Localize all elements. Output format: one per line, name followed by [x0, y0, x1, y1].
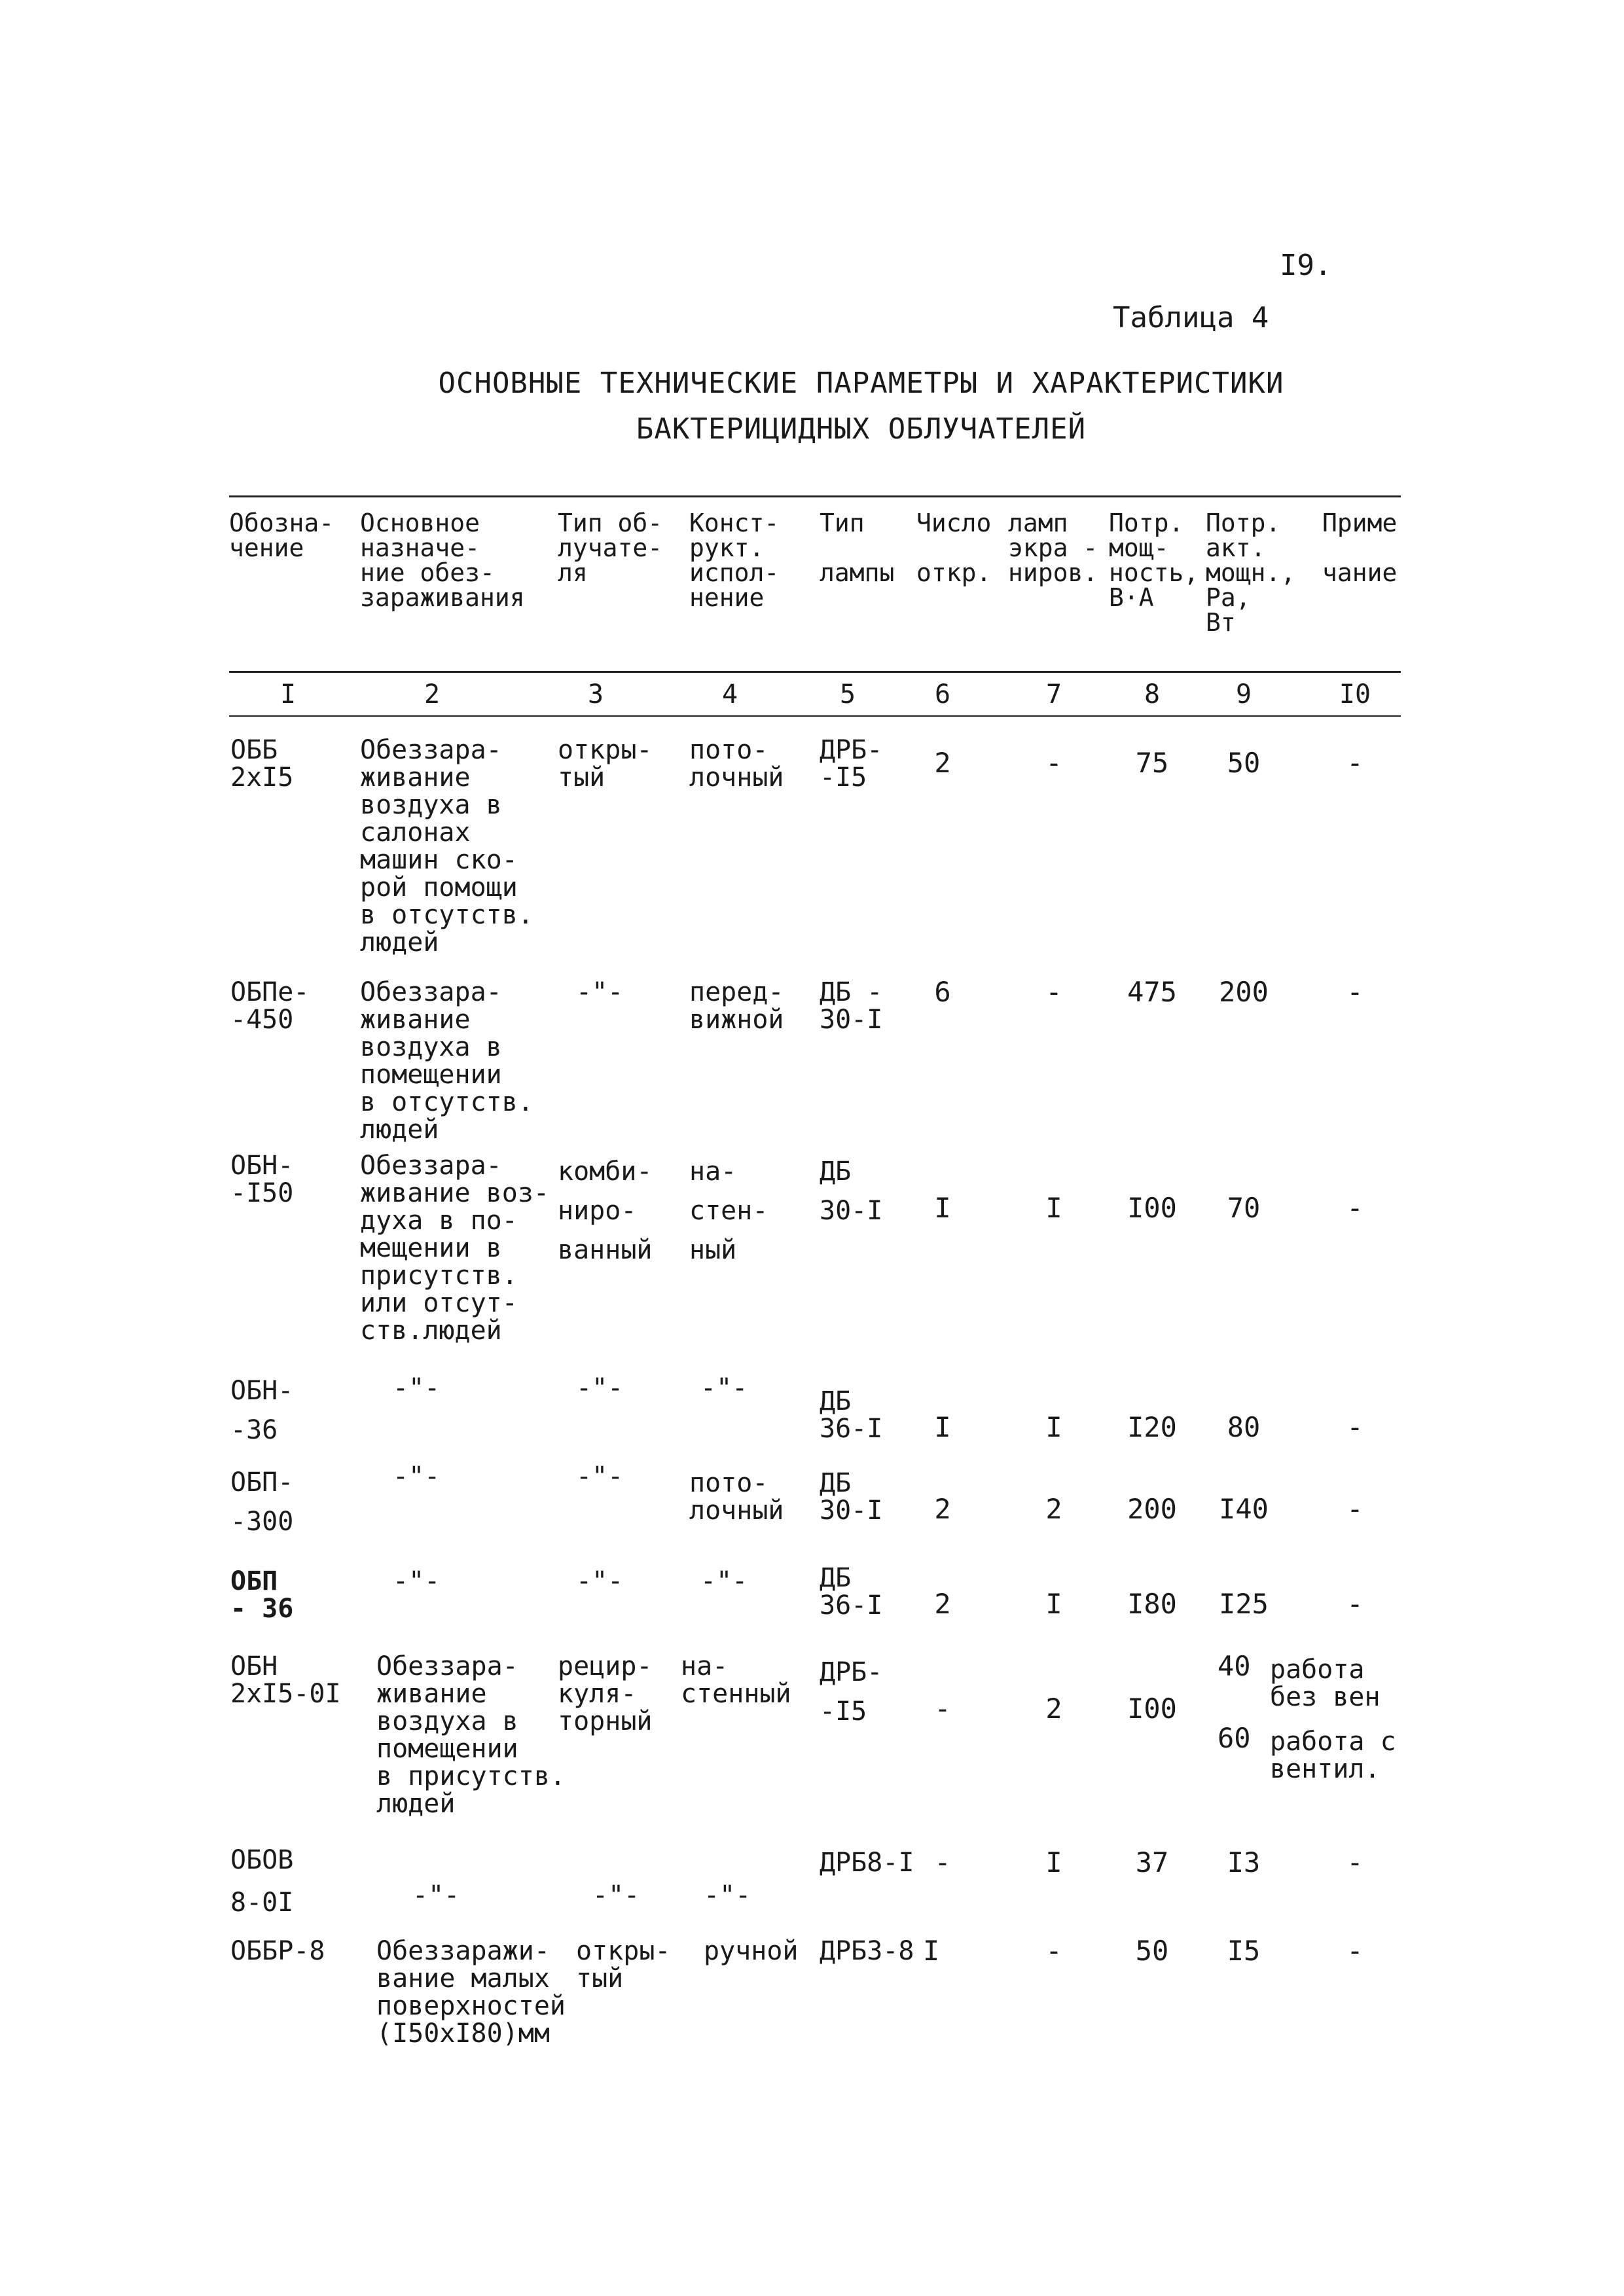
- cell-type: рецир- куля- торный: [558, 1651, 653, 1736]
- cell-purpose: Обеззара- живание воздуха в помещении в присутств. людей: [376, 1651, 566, 1819]
- cell-lamp: ДРБ- -I5: [820, 1657, 883, 1727]
- cell-purpose: -"-: [393, 1462, 441, 1492]
- cell-purpose: -"-: [393, 1566, 441, 1596]
- table-title-line2: БАКТЕРИЦИДНЫХ ОБЛУЧАТЕЛЕЙ: [636, 412, 1087, 446]
- cell-open: I: [934, 1411, 951, 1443]
- cell-note: -: [1346, 1588, 1363, 1620]
- cell-designation: ОБН- -36: [230, 1376, 294, 1445]
- cell-power: 75: [1135, 747, 1169, 779]
- cell-purpose: -"-: [393, 1373, 441, 1403]
- cell-open: I: [923, 1935, 940, 1967]
- cell-construction: на- стенный: [681, 1651, 791, 1709]
- cell-construction: пото- лочный: [689, 735, 784, 793]
- cell-note: работа с вентил.: [1270, 1727, 1396, 1784]
- cell-active-power: I40: [1219, 1493, 1269, 1525]
- page-number: I9.: [1280, 249, 1332, 282]
- cell-purpose: Обеззаражи- вание малых поверхностей (I50хI80)мм: [376, 1936, 566, 2049]
- cell-purpose: Обеззара- живание воздуха в помещении в отсутств. людей: [360, 977, 533, 1145]
- column-number: 3: [587, 679, 604, 709]
- table-label: Таблица 4: [1113, 301, 1269, 334]
- cell-lamp: ДБ 36-I: [820, 1563, 883, 1621]
- cell-type: -"-: [576, 1462, 624, 1492]
- cell-construction: -"-: [704, 1880, 751, 1910]
- header-power: Потр. мощ- ность, В·А: [1109, 509, 1199, 612]
- cell-type: откры- тый: [576, 1936, 671, 1994]
- header-lamp: Тип лампы: [820, 509, 895, 587]
- cell-screened: I: [1045, 1192, 1062, 1224]
- cell-construction: на- стен- ный: [689, 1157, 768, 1265]
- cell-construction: перед- вижной: [689, 977, 784, 1035]
- cell-note: -: [1346, 747, 1363, 779]
- cell-note: -: [1346, 976, 1363, 1008]
- cell-designation: ОБОВ 8-0I: [230, 1845, 294, 1918]
- header-construction: Конст- рукт. испол- нение: [689, 509, 780, 612]
- cell-lamp: ДБ - 30-I: [820, 977, 883, 1035]
- cell-active-power: I3: [1227, 1846, 1261, 1878]
- cell-screened: I: [1045, 1588, 1062, 1620]
- cell-open: I: [934, 1192, 951, 1224]
- header-bottom-rule: [229, 671, 1401, 673]
- cell-power: 200: [1127, 1493, 1177, 1525]
- cell-active-power: I5: [1227, 1935, 1261, 1967]
- cell-construction: -"-: [700, 1373, 748, 1403]
- cell-designation: ОБПе- -450: [230, 977, 310, 1035]
- cell-open: 6: [934, 976, 951, 1008]
- cell-screened: -: [1045, 747, 1062, 779]
- cell-lamp: ДБ 30-I: [820, 1468, 883, 1526]
- cell-screened: I: [1045, 1846, 1062, 1878]
- cell-designation: ОБН- -I50: [230, 1151, 294, 1208]
- column-number: I: [280, 679, 297, 709]
- cell-active-power: 200: [1219, 976, 1269, 1008]
- cell-designation: ОББР-8: [230, 1936, 325, 1966]
- cell-open: 2: [934, 747, 951, 779]
- column-number: 4: [721, 679, 738, 709]
- cell-power: I20: [1127, 1411, 1177, 1443]
- header-designation: Обозна- чение: [229, 509, 334, 562]
- header-type: Тип об- лучате- ля: [558, 509, 663, 587]
- cell-active-power: 80: [1227, 1411, 1261, 1443]
- cell-designation: ОБП- -300: [230, 1467, 294, 1537]
- cell-active-power: 60: [1218, 1722, 1251, 1754]
- cell-type: -"-: [576, 977, 624, 1007]
- cell-active-power: 40: [1218, 1650, 1251, 1682]
- column-number: 5: [839, 679, 856, 709]
- cell-active-power: I25: [1219, 1588, 1269, 1620]
- cell-lamp: ДБ 36-I: [820, 1386, 883, 1444]
- cell-note: -: [1346, 1846, 1363, 1878]
- cell-note: -: [1346, 1192, 1363, 1224]
- column-number: 2: [424, 679, 441, 709]
- cell-power: 475: [1127, 976, 1177, 1008]
- cell-open: -: [934, 1846, 951, 1878]
- cell-purpose: Обеззара- живание воздуха в салонах машин ско- рой помощи в отсутств. людей: [360, 735, 533, 958]
- header-open: Число откр.: [916, 509, 992, 587]
- cell-power: 50: [1135, 1935, 1169, 1967]
- cell-screened: 2: [1045, 1493, 1062, 1525]
- cell-type: откры- тый: [558, 735, 653, 793]
- column-number: 6: [934, 679, 951, 709]
- cell-lamp: ДРБ- -I5: [820, 735, 883, 793]
- column-number: 7: [1045, 679, 1062, 709]
- cell-power: I80: [1127, 1588, 1177, 1620]
- table-top-rule: [229, 495, 1401, 497]
- cell-active-power: 50: [1227, 747, 1261, 779]
- cell-active-power: 70: [1227, 1192, 1261, 1224]
- cell-note: работа без вен: [1270, 1655, 1380, 1712]
- table-title-line1: ОСНОВНЫЕ ТЕХНИЧЕСКИЕ ПАРАМЕТРЫ И ХАРАКТЕРИСТИКИ: [438, 367, 1284, 400]
- cell-screened: 2: [1045, 1693, 1062, 1725]
- cell-designation: ОББ 2хI5: [230, 735, 294, 793]
- header-purpose: Основное назначе- ние обез- зараживания: [360, 509, 525, 612]
- cell-lamp: ДРБ8-I: [820, 1848, 914, 1878]
- cell-power: 37: [1135, 1846, 1169, 1878]
- column-number: I0: [1339, 679, 1371, 709]
- column-numbers-rule: [229, 715, 1401, 717]
- cell-screened: -: [1045, 976, 1062, 1008]
- column-number: 9: [1235, 679, 1252, 709]
- cell-construction: ручной: [704, 1936, 799, 1966]
- cell-designation: ОБП - 36: [230, 1566, 294, 1624]
- cell-power: I00: [1127, 1693, 1177, 1725]
- cell-open: 2: [934, 1493, 951, 1525]
- cell-designation: ОБН 2хI5-0I: [230, 1651, 341, 1709]
- cell-lamp: ДБ 30-I: [820, 1157, 883, 1226]
- cell-note: -: [1346, 1493, 1363, 1525]
- header-active-power: Потр. акт. мощн., Ра, Вт: [1206, 509, 1296, 637]
- cell-construction: пото- лочный: [689, 1468, 784, 1526]
- cell-screened: -: [1045, 1935, 1062, 1967]
- cell-type: комби- ниро- ванный: [558, 1157, 653, 1265]
- cell-purpose: -"-: [412, 1880, 460, 1910]
- cell-note: -: [1346, 1411, 1363, 1443]
- cell-type: -"-: [576, 1373, 624, 1403]
- column-number: 8: [1144, 679, 1161, 709]
- cell-open: 2: [934, 1588, 951, 1620]
- cell-power: I00: [1127, 1192, 1177, 1224]
- header-note: Приме чание: [1322, 509, 1398, 587]
- cell-lamp: ДРБ3-8: [820, 1936, 914, 1966]
- cell-type: -"-: [576, 1566, 624, 1596]
- header-screened: ламп экра - ниров.: [1008, 509, 1098, 587]
- cell-open: -: [934, 1693, 951, 1725]
- cell-type: -"-: [592, 1880, 640, 1910]
- cell-screened: I: [1045, 1411, 1062, 1443]
- cell-purpose: Обеззара- живание воз- духа в по- мещении в присутств. или отсут- ств.людей: [360, 1151, 549, 1346]
- cell-note: -: [1346, 1935, 1363, 1967]
- cell-construction: -"-: [700, 1566, 748, 1596]
